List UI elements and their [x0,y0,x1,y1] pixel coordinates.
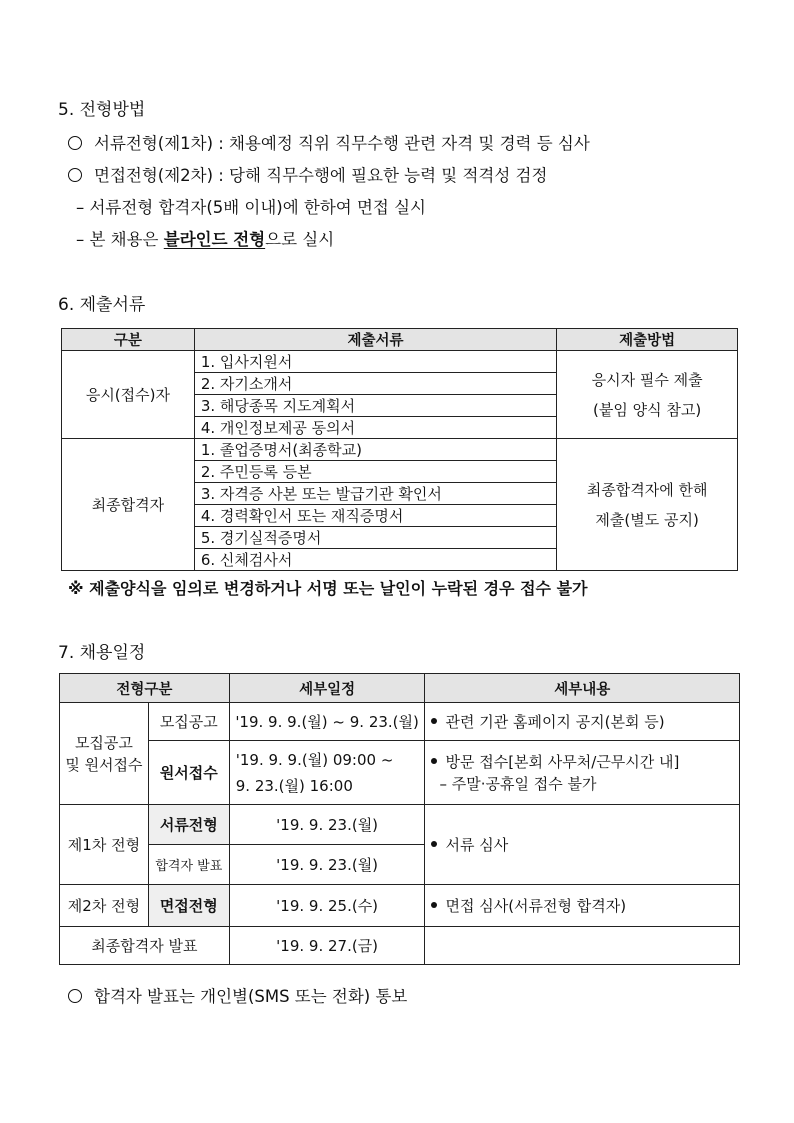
documents-table [61,328,738,571]
section5-sub1: – 서류전형 합격자(5배 이내)에 한하여 면접 실시 [76,198,426,217]
section6-title: 6. 제출서류 [58,295,146,315]
section7-title: 7. 채용일정 [58,643,146,663]
schedule-date: '19. 9. 23.(월) [229,845,425,885]
method-final: 최종합격자에 한해 제출(별도 공지) [557,439,738,571]
document-item: 2. 주민등록 등본 [194,461,556,483]
schedule-detail: 서류 심사 [425,805,740,885]
circle-bullet-icon [68,989,82,1003]
table-header: 구분 [62,329,195,351]
schedule-detail: 방문 접수[본회 사무처/근무시간 내] – 주말·공휴일 접수 불가 [425,741,740,805]
schedule-detail: 관련 기관 홈페이지 공지(본회 등) [425,703,740,741]
circle-bullet-icon [68,136,82,150]
schedule-date: '19. 9. 9.(월) 09:00 ~ 9. 23.(월) 16:00 [229,741,425,805]
table-header: 전형구분 [60,674,230,703]
schedule-table [59,673,740,965]
submission-note: ※ 제출양식을 임의로 변경하거나 서명 또는 날인이 누락된 경우 접수 불가 [68,579,588,598]
section5-item2: 면접전형(제2차) : 당해 직무수행에 필요한 능력 및 적격성 검정 [68,162,547,186]
table-header: 제출서류 [194,329,556,351]
sub-phase: 원서접수 [148,741,229,805]
document-item: 2. 자기소개서 [194,373,556,395]
circle-bullet-icon [68,168,82,182]
document-item: 3. 자격증 사본 또는 발급기관 확인서 [194,483,556,505]
document-item: 3. 해당종목 지도계획서 [194,395,556,417]
document-item: 1. 입사지원서 [194,351,556,373]
row-group-first: 제1차 전형 [60,805,149,885]
table-header: 세부내용 [425,674,740,703]
document-item: 1. 졸업증명서(최종학교) [194,439,556,461]
document-item: 4. 경력확인서 또는 재직증명서 [194,505,556,527]
schedule-date: '19. 9. 23.(월) [229,805,425,845]
sub-phase: 합격자 발표 [148,845,229,885]
schedule-date: '19. 9. 9.(월) ~ 9. 23.(월) [229,703,425,741]
document-item: 6. 신체검사서 [194,549,556,571]
row-group-recruitment: 모집공고 및 원서접수 [60,703,149,805]
method-applicant: 응시자 필수 제출 (붙임 양식 참고) [557,351,738,439]
row-group-second: 제2차 전형 [60,885,149,927]
schedule-detail-empty [425,927,740,965]
sub-phase: 면접전형 [148,885,229,927]
final-announcement-label: 최종합격자 발표 [60,927,230,965]
table-header: 세부일정 [229,674,425,703]
bullet-dot-icon [431,841,437,847]
bullet-dot-icon [431,902,437,908]
blind-recruitment-emphasis: 블라인드 전형 [163,230,266,249]
document-item: 4. 개인정보제공 동의서 [194,417,556,439]
bullet-dot-icon [431,758,437,764]
schedule-date: '19. 9. 25.(수) [229,885,425,927]
bullet-dot-icon [431,718,437,724]
section5-title: 5. 전형방법 [58,100,146,120]
table-header: 제출방법 [557,329,738,351]
group-label-final: 최종합격자 [62,439,195,571]
sub-phase: 모집공고 [148,703,229,741]
section5-sub2: – 본 채용은 블라인드 전형으로 실시 [76,230,335,249]
schedule-detail: 면접 심사(서류전형 합격자) [425,885,740,927]
schedule-date: '19. 9. 27.(금) [229,927,425,965]
sub-phase: 서류전형 [148,805,229,845]
section5-item1: 서류전형(제1차) : 채용예정 직위 직무수행 관련 자격 및 경력 등 심사 [68,130,590,154]
document-item: 5. 경기실적증명서 [194,527,556,549]
group-label-applicant: 응시(접수)자 [62,351,195,439]
announcement-note: 합격자 발표는 개인별(SMS 또는 전화) 통보 [68,983,407,1007]
